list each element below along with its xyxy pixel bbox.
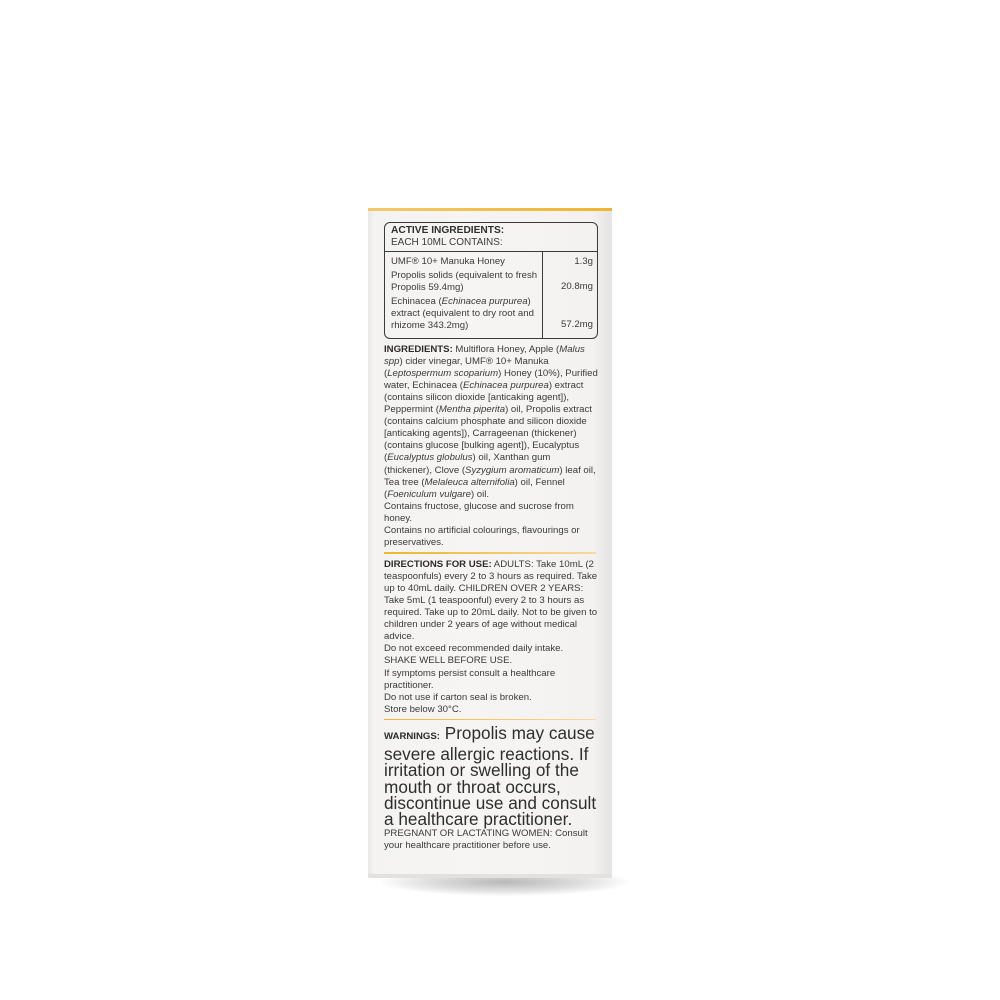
box-bottom-edge bbox=[368, 874, 612, 878]
active-ingredient-amount: 57.2mg bbox=[561, 319, 593, 331]
ingredients-segment: ) oil, Xanthan gum (thickener), Clove ( bbox=[384, 452, 551, 476]
directions-text: DIRECTIONS FOR USE: ADULTS: Take 10mL (2 teaspoonfuls) every 2 to 3 hours as required. Take up to 40mL daily. CHILDREN OVER 2 YEARS: Take 5mL (1 teaspoonful) every 2 to 3 hours as required. Take up to 20mL daily. Not to be given to children under 2 years of age without medical advice. bbox=[384, 558, 598, 643]
active-ingredient-name: Propolis solids (equivalent to fresh Propolis 59.4mg) bbox=[391, 270, 538, 294]
ingredients-segment: Multiflora Honey, Apple ( bbox=[452, 343, 560, 355]
ingredients-segment: ) cider vinegar, UMF® 10+ Manuka ( bbox=[384, 355, 549, 379]
label-content bbox=[384, 222, 598, 852]
box-top-accent-line bbox=[368, 208, 612, 211]
active-ingredients-header bbox=[385, 223, 597, 252]
botanical-name: Leptospermum scoparium bbox=[387, 367, 499, 379]
botanical-name: Foeniculum vulgare bbox=[387, 488, 471, 500]
ingredients-segment: ) leaf oil, Tea tree ( bbox=[384, 464, 596, 488]
active-ingredient-amounts bbox=[543, 252, 597, 338]
directions-line: If symptoms persist consult a healthcare practitioner. bbox=[384, 667, 556, 691]
botanical-name: Echinacea purpurea bbox=[462, 379, 549, 391]
ingredients-note: Contains no artificial colourings, flavourings or preservatives. bbox=[384, 524, 580, 549]
active-ingredient-name: UMF® 10+ Manuka Honey bbox=[391, 256, 505, 267]
directions-line: Do not use if carton seal is broken. bbox=[384, 691, 532, 703]
directions-label: DIRECTIONS FOR USE: bbox=[384, 558, 492, 570]
ingredients-text bbox=[384, 344, 598, 501]
botanical-name: Syzygium aromaticum bbox=[465, 464, 560, 476]
active-ingredients-table bbox=[384, 222, 598, 339]
ingredients-segment: ) extract (contains silicon dioxide [anticaking agent]), Peppermint ( bbox=[384, 379, 584, 416]
warnings-label: WARNINGS: bbox=[384, 731, 440, 743]
product-box-side-panel bbox=[368, 208, 612, 878]
directions-line: Store below 30°C. bbox=[384, 703, 462, 715]
active-ingredients-body bbox=[385, 252, 597, 338]
active-ingredients-title: ACTIVE INGREDIENTS: bbox=[391, 225, 505, 236]
ingredients-label: INGREDIENTS: bbox=[384, 343, 453, 355]
ingredients-segment: ) oil, Propolis extract (contains calcium phosphate and silicon dioxide [anticaking agents]), Carrageenan (thickener) (contains glucose [bulking agent]), Eucalyptus ( bbox=[384, 404, 592, 464]
botanical-name: Eucalyptus globulus bbox=[387, 452, 473, 464]
botanical-name: Mentha piperita bbox=[438, 404, 506, 416]
active-ingredient-amount: 20.8mg bbox=[561, 281, 593, 293]
active-ingredient-names bbox=[385, 252, 543, 338]
active-ingredient-name: Echinacea (Echinacea purpurea) extract (equivalent to dry root and rhizome 343.2mg) bbox=[391, 296, 534, 332]
directions-line: SHAKE WELL BEFORE USE. bbox=[384, 655, 513, 667]
directions-line: Do not exceed recommended daily intake. bbox=[384, 643, 564, 655]
botanical-name: Malus spp bbox=[384, 343, 585, 367]
active-ingredient-amount: 1.3g bbox=[574, 256, 593, 267]
directions-section bbox=[384, 554, 598, 721]
ingredients-segment: ) Honey (10%), Purified water, Echinacea ( bbox=[384, 367, 598, 391]
active-ingredients-subtitle: EACH 10ML CONTAINS: bbox=[391, 237, 503, 248]
ingredients-section bbox=[384, 339, 598, 554]
botanical-name: Melaleuca alternifolia bbox=[424, 476, 515, 488]
warnings-text: WARNINGS: Propolis may cause severe allergic reactions. If irritation or swelling of the mouth or throat occurs, discontinue use and consult a healthcare practitioner. bbox=[384, 723, 597, 830]
ingredients-segment: ) oil. bbox=[470, 488, 490, 500]
ingredients-segment: ) oil, Fennel ( bbox=[384, 476, 565, 500]
warnings-section bbox=[384, 720, 598, 852]
ingredients-note: Contains fructose, glucose and sucrose from honey. bbox=[384, 500, 574, 524]
pregnant-warning: PREGNANT OR LACTATING WOMEN: Consult your healthcare practitioner before use. bbox=[384, 827, 588, 851]
